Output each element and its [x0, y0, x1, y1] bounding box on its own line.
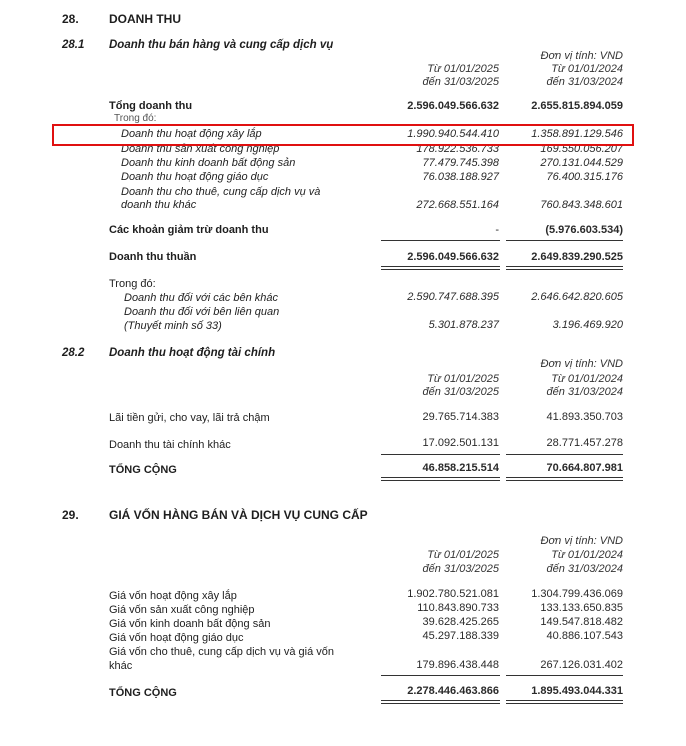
- deductions-2024: (5.976.603.534): [545, 224, 623, 236]
- financial-total-2025: 46.858.215.514: [422, 462, 499, 474]
- financial-total-2024: 70.664.807.981: [546, 462, 623, 474]
- revenue-row-2025: 77.479.745.398: [422, 157, 499, 169]
- cogs-total-2025: 2.278.446.463.866: [407, 685, 499, 697]
- period-2-from: Từ 01/01/2024: [551, 63, 623, 75]
- period-1-to: đến 31/03/2025: [422, 563, 499, 575]
- section-28-1-title: Doanh thu bán hàng và cung cấp dịch vụ: [109, 39, 334, 51]
- section-29-number: 29.: [62, 508, 79, 522]
- revenue-row-2025: 76.038.188.927: [422, 171, 499, 183]
- double-rule: [506, 700, 623, 704]
- financial-row-2024: 41.893.350.703: [546, 411, 623, 423]
- period-2-to: đến 31/03/2024: [546, 386, 623, 398]
- cogs-row-label: Giá vốn kinh doanh bất động sản: [109, 618, 271, 630]
- period-1-to: đến 31/03/2025: [422, 76, 499, 88]
- cogs-row-2024: 40.886.107.543: [546, 630, 623, 642]
- rule: [381, 675, 500, 676]
- revenue-row-label: Doanh thu kinh doanh bất động sản: [121, 157, 296, 169]
- period-2-from: Từ 01/01/2024: [551, 373, 623, 385]
- rule: [381, 240, 500, 241]
- cogs-row-2025: 1.902.780.521.081: [407, 588, 499, 600]
- revenue-row-2025: 178.922.536.733: [416, 143, 499, 155]
- related-parties-label-line2: (Thuyết minh số 33): [124, 320, 222, 332]
- cogs-row-2025: 45.297.188.339: [422, 630, 499, 642]
- lease-revenue-2025: 272.668.551.164: [416, 199, 499, 211]
- net-revenue-label: Doanh thu thuần: [109, 251, 197, 263]
- other-parties-2025: 2.590.747.688.395: [407, 291, 499, 303]
- cogs-row-2024: 133.133.650.835: [540, 602, 623, 614]
- double-rule: [381, 700, 500, 704]
- cogs-total-2024: 1.895.493.044.331: [531, 685, 623, 697]
- other-parties-label: Doanh thu đối với các bên khác: [124, 292, 279, 304]
- trong-do-label: Trong đó:: [109, 278, 156, 290]
- period-2-to: đến 31/03/2024: [546, 563, 623, 575]
- cogs-lease-label-line1: Giá vốn cho thuê, cung cấp dịch vụ và giá vốn: [109, 646, 335, 658]
- total-revenue-label: Tổng doanh thu: [109, 100, 193, 112]
- unit-label: Đơn vị tính: VND: [540, 50, 623, 62]
- cogs-total-label: TỔNG CỘNG: [109, 687, 177, 699]
- revenue-row-label: Doanh thu sản xuất công nghiệp: [121, 143, 280, 155]
- other-parties-2024: 2.646.642.820.605: [531, 291, 623, 303]
- cogs-row-2025: 110.843.890.733: [417, 602, 499, 614]
- revenue-row-label: Doanh thu hoạt động xây lắp: [121, 128, 262, 140]
- double-rule: [381, 477, 500, 481]
- cogs-row-2024: 149.547.818.482: [540, 616, 623, 628]
- period-1-from: Từ 01/01/2025: [427, 549, 499, 561]
- rule: [506, 675, 623, 676]
- revenue-row-2025: 1.990.940.544.410: [407, 128, 499, 140]
- cogs-row-label: Giá vốn sản xuất công nghiệp: [109, 604, 255, 616]
- period-2-from: Từ 01/01/2024: [551, 549, 623, 561]
- total-revenue-2024: 2.655.815.894.059: [531, 100, 623, 112]
- section-28-number: 28.: [62, 12, 79, 26]
- deductions-2025: -: [495, 224, 499, 236]
- net-revenue-2024: 2.649.839.290.525: [531, 251, 623, 263]
- lease-revenue-label-line1: Doanh thu cho thuê, cung cấp dịch vụ và: [121, 186, 321, 198]
- revenue-row-2024: 1.358.891.129.546: [531, 128, 623, 140]
- trong-do-label: Trong đó:: [114, 113, 157, 124]
- financial-row-2025: 29.765.714.383: [422, 411, 499, 423]
- highlight-box: [52, 124, 634, 146]
- lease-revenue-2024: 760.843.348.601: [540, 199, 623, 211]
- period-1-from: Từ 01/01/2025: [427, 63, 499, 75]
- revenue-row-2024: 169.550.056.207: [540, 143, 623, 155]
- cogs-row-2025: 39.628.425.265: [422, 616, 499, 628]
- unit-label: Đơn vị tính: VND: [540, 358, 623, 370]
- financial-row-label: Lãi tiền gửi, cho vay, lãi trả chậm: [109, 412, 270, 424]
- cogs-row-2024: 1.304.799.436.069: [531, 588, 623, 600]
- period-1-from: Từ 01/01/2025: [427, 373, 499, 385]
- related-parties-label-line1: Doanh thu đối với bên liên quan: [124, 306, 280, 318]
- section-28-title: DOANH THU: [109, 12, 181, 26]
- unit-label: Đơn vị tính: VND: [540, 535, 623, 547]
- period-2-to: đến 31/03/2024: [546, 76, 623, 88]
- double-rule: [506, 477, 623, 481]
- deductions-label: Các khoản giảm trừ doanh thu: [109, 224, 269, 236]
- cogs-row-label: Giá vốn hoạt động xây lắp: [109, 590, 237, 602]
- revenue-row-2024: 76.400.315.176: [546, 171, 623, 183]
- cogs-lease-2024: 267.126.031.402: [540, 659, 623, 671]
- financial-row-2024: 28.771.457.278: [546, 437, 623, 449]
- financial-row-label: Doanh thu tài chính khác: [109, 439, 231, 451]
- cogs-row-label: Giá vốn hoạt động giáo dục: [109, 632, 244, 644]
- cogs-lease-label-line2: khác: [109, 660, 133, 672]
- total-revenue-2025: 2.596.049.566.632: [407, 100, 499, 112]
- section-29-title: GIÁ VỐN HÀNG BÁN VÀ DỊCH VỤ CUNG CẤP: [109, 508, 368, 522]
- section-28-2-title: Doanh thu hoạt động tài chính: [109, 347, 276, 359]
- rule: [506, 240, 623, 241]
- period-1-to: đến 31/03/2025: [422, 386, 499, 398]
- related-parties-2024: 3.196.469.920: [552, 319, 623, 331]
- lease-revenue-label-line2: doanh thu khác: [121, 199, 197, 211]
- rule: [381, 454, 500, 455]
- revenue-row-2024: 270.131.044.529: [540, 157, 623, 169]
- section-28-2-number: 28.2: [62, 347, 85, 359]
- financial-row-2025: 17.092.501.131: [422, 437, 499, 449]
- rule: [506, 454, 623, 455]
- related-parties-2025: 5.301.878.237: [428, 319, 499, 331]
- net-revenue-2025: 2.596.049.566.632: [407, 251, 499, 263]
- double-rule: [506, 266, 623, 270]
- cogs-lease-2025: 179.896.438.448: [416, 659, 499, 671]
- revenue-row-label: Doanh thu hoạt động giáo dục: [121, 171, 269, 183]
- section-28-1-number: 28.1: [62, 39, 85, 51]
- financial-total-label: TỔNG CỘNG: [109, 464, 177, 476]
- double-rule: [381, 266, 500, 270]
